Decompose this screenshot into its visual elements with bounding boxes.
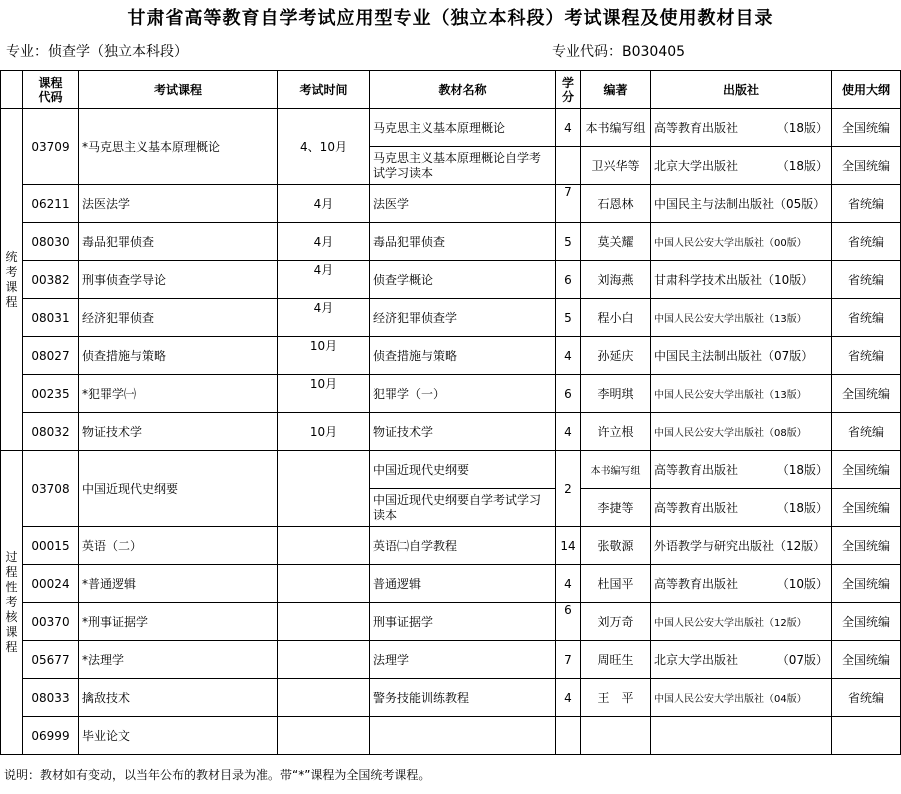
credit: 2: [556, 451, 581, 527]
author: 杜国平: [581, 565, 651, 603]
table-row: [1, 641, 901, 679]
category-process: 过程性考核课程: [1, 451, 23, 755]
publisher: 外语教学与研究出版社（12版）: [651, 527, 832, 565]
credit: 4: [556, 679, 581, 717]
table-row: [1, 261, 901, 299]
header-publisher: 出版社: [651, 71, 832, 109]
publisher: 高等教育出版社 （10版）: [651, 565, 832, 603]
author: 本书编写组: [581, 451, 651, 489]
course-code: 03709: [23, 109, 79, 185]
header-outline: 使用大纲: [832, 71, 901, 109]
course-name: *马克思主义基本原理概论: [79, 109, 278, 185]
course-code: 08030: [23, 223, 79, 261]
outline: 全国统编: [832, 109, 901, 147]
header-time: 考试时间: [278, 71, 370, 109]
table-row: [1, 603, 901, 641]
publisher: 高等教育出版社 （18版）: [651, 489, 832, 527]
header-book: 教材名称: [370, 71, 556, 109]
exam-time: 4月: [278, 299, 370, 337]
header-course: 考试课程: [79, 71, 278, 109]
book-name: 马克思主义基本原理概论: [370, 109, 556, 147]
course-table: [0, 70, 901, 755]
header-author: 编著: [581, 71, 651, 109]
outline: 省统编: [832, 413, 901, 451]
course-name: 擒敌技术: [79, 679, 278, 717]
category-unified: 统考课程: [1, 109, 23, 451]
course-code: 00370: [23, 603, 79, 641]
course-code: 00235: [23, 375, 79, 413]
course-name: 毕业论文: [79, 717, 278, 755]
course-name: *犯罪学㈠: [79, 375, 278, 413]
author: 周旺生: [581, 641, 651, 679]
author: 许立根: [581, 413, 651, 451]
credit: 4: [556, 413, 581, 451]
credit: 4: [556, 109, 581, 147]
footnote: 说明：教材如有变动，以当年公布的教材目录为准。带“*”课程为全国统考课程。: [4, 768, 431, 782]
author: 王 平: [581, 679, 651, 717]
course-name: 英语（二）: [79, 527, 278, 565]
credit: 14: [556, 527, 581, 565]
exam-time: 10月: [278, 337, 370, 375]
publisher: 中国人民公安大学出版社（00版）: [651, 223, 832, 261]
publisher: 中国人民公安大学出版社（08版）: [651, 413, 832, 451]
book-name: 马克思主义基本原理概论自学考试学习读本: [370, 147, 556, 185]
table-row: [1, 413, 901, 451]
credit: 6: [556, 261, 581, 299]
book-name: 法理学: [370, 641, 556, 679]
outline: [832, 717, 901, 755]
course-code: 00024: [23, 565, 79, 603]
author: 孙延庆: [581, 337, 651, 375]
course-code: 06999: [23, 717, 79, 755]
course-code: 08033: [23, 679, 79, 717]
book-name: 普通逻辑: [370, 565, 556, 603]
course-name: 物证技术学: [79, 413, 278, 451]
publisher: 中国人民公安大学出版社（13版）: [651, 299, 832, 337]
course-code: 00382: [23, 261, 79, 299]
book-name: 中国近现代史纲要自学考试学习读本: [370, 489, 556, 527]
outline: 全国统编: [832, 641, 901, 679]
table-row: [1, 109, 901, 147]
exam-time: [278, 603, 370, 641]
table-row: [1, 451, 901, 489]
exam-time: [278, 527, 370, 565]
table-row: [1, 717, 901, 755]
course-name: *普通逻辑: [79, 565, 278, 603]
outline: 省统编: [832, 299, 901, 337]
credit: 6: [556, 603, 581, 641]
publisher: 甘肃科学技术出版社（10版）: [651, 261, 832, 299]
major-label: 专业：侦查学（独立本科段）: [6, 44, 188, 60]
exam-time: [278, 679, 370, 717]
credit: 7: [556, 641, 581, 679]
outline: 省统编: [832, 679, 901, 717]
book-name: [370, 717, 556, 755]
course-name: *法理学: [79, 641, 278, 679]
publisher: 中国人民公安大学出版社（12版）: [651, 603, 832, 641]
book-name: 警务技能训练教程: [370, 679, 556, 717]
exam-time: [278, 717, 370, 755]
author: 李明琪: [581, 375, 651, 413]
header-credit: 学分: [556, 71, 581, 109]
course-name: *刑事证据学: [79, 603, 278, 641]
book-name: 刑事证据学: [370, 603, 556, 641]
table-row: [1, 337, 901, 375]
credit: 5: [556, 223, 581, 261]
author: 李捷等: [581, 489, 651, 527]
publisher: 北京大学出版社 （07版）: [651, 641, 832, 679]
header-blank: [1, 71, 23, 109]
book-name: 毒品犯罪侦查: [370, 223, 556, 261]
exam-time: [278, 451, 370, 527]
author: 石恩林: [581, 185, 651, 223]
header-row: [1, 71, 901, 109]
table-row: [1, 565, 901, 603]
author: 刘万奇: [581, 603, 651, 641]
outline: 全国统编: [832, 489, 901, 527]
author: 本书编写组: [581, 109, 651, 147]
credit: [556, 147, 581, 185]
credit: 7: [556, 185, 581, 223]
credit: [556, 717, 581, 755]
exam-time: 4月: [278, 185, 370, 223]
course-name: 毒品犯罪侦查: [79, 223, 278, 261]
outline: 省统编: [832, 223, 901, 261]
outline: 全国统编: [832, 527, 901, 565]
credit: 5: [556, 299, 581, 337]
publisher: [651, 717, 832, 755]
exam-time: 10月: [278, 413, 370, 451]
exam-time: 4、10月: [278, 109, 370, 185]
publisher: 中国民主与法制出版社（05版）: [651, 185, 832, 223]
table-row: [1, 527, 901, 565]
publisher: 中国民主法制出版社（07版）: [651, 337, 832, 375]
course-code: 08027: [23, 337, 79, 375]
publisher: 中国人民公安大学出版社（13版）: [651, 375, 832, 413]
book-name: 法医学: [370, 185, 556, 223]
exam-time: 4月: [278, 261, 370, 299]
book-name: 侦查措施与策略: [370, 337, 556, 375]
outline: 全国统编: [832, 147, 901, 185]
credit: 4: [556, 565, 581, 603]
outline: 全国统编: [832, 451, 901, 489]
outline: 省统编: [832, 337, 901, 375]
course-code: 05677: [23, 641, 79, 679]
author: 张敬源: [581, 527, 651, 565]
author: 莫关耀: [581, 223, 651, 261]
header-code: 课程代码: [23, 71, 79, 109]
credit: 6: [556, 375, 581, 413]
course-code: 08031: [23, 299, 79, 337]
major-code: 专业代码：B030405: [552, 44, 686, 60]
outline: 全国统编: [832, 603, 901, 641]
exam-time: 4月: [278, 223, 370, 261]
course-code: 08032: [23, 413, 79, 451]
course-name: 侦查措施与策略: [79, 337, 278, 375]
publisher: 高等教育出版社 （18版）: [651, 451, 832, 489]
course-name: 法医法学: [79, 185, 278, 223]
book-name: 犯罪学（一）: [370, 375, 556, 413]
book-name: 中国近现代史纲要: [370, 451, 556, 489]
table-row: [1, 679, 901, 717]
credit: 4: [556, 337, 581, 375]
exam-time: [278, 641, 370, 679]
exam-time: [278, 565, 370, 603]
author: 卫兴华等: [581, 147, 651, 185]
course-name: 刑事侦查学导论: [79, 261, 278, 299]
outline: 省统编: [832, 261, 901, 299]
table-row: [1, 185, 901, 223]
table-row: [1, 375, 901, 413]
book-name: 英语㈡自学教程: [370, 527, 556, 565]
course-name: 中国近现代史纲要: [79, 451, 278, 527]
publisher: 中国人民公安大学出版社（04版）: [651, 679, 832, 717]
course-code: 06211: [23, 185, 79, 223]
author: 程小白: [581, 299, 651, 337]
book-name: 物证技术学: [370, 413, 556, 451]
course-code: 03708: [23, 451, 79, 527]
exam-time: 10月: [278, 375, 370, 413]
publisher: 高等教育出版社 （18版）: [651, 109, 832, 147]
outline: 省统编: [832, 185, 901, 223]
page-title: 甘肃省高等教育自学考试应用型专业（独立本科段）考试课程及使用教材目录: [127, 8, 774, 29]
course-name: 经济犯罪侦查: [79, 299, 278, 337]
outline: 全国统编: [832, 375, 901, 413]
course-code: 00015: [23, 527, 79, 565]
author: [581, 717, 651, 755]
publisher: 北京大学出版社 （18版）: [651, 147, 832, 185]
author: 刘海燕: [581, 261, 651, 299]
outline: 全国统编: [832, 565, 901, 603]
book-name: 经济犯罪侦查学: [370, 299, 556, 337]
table-row: [1, 223, 901, 261]
book-name: 侦查学概论: [370, 261, 556, 299]
table-row: [1, 299, 901, 337]
